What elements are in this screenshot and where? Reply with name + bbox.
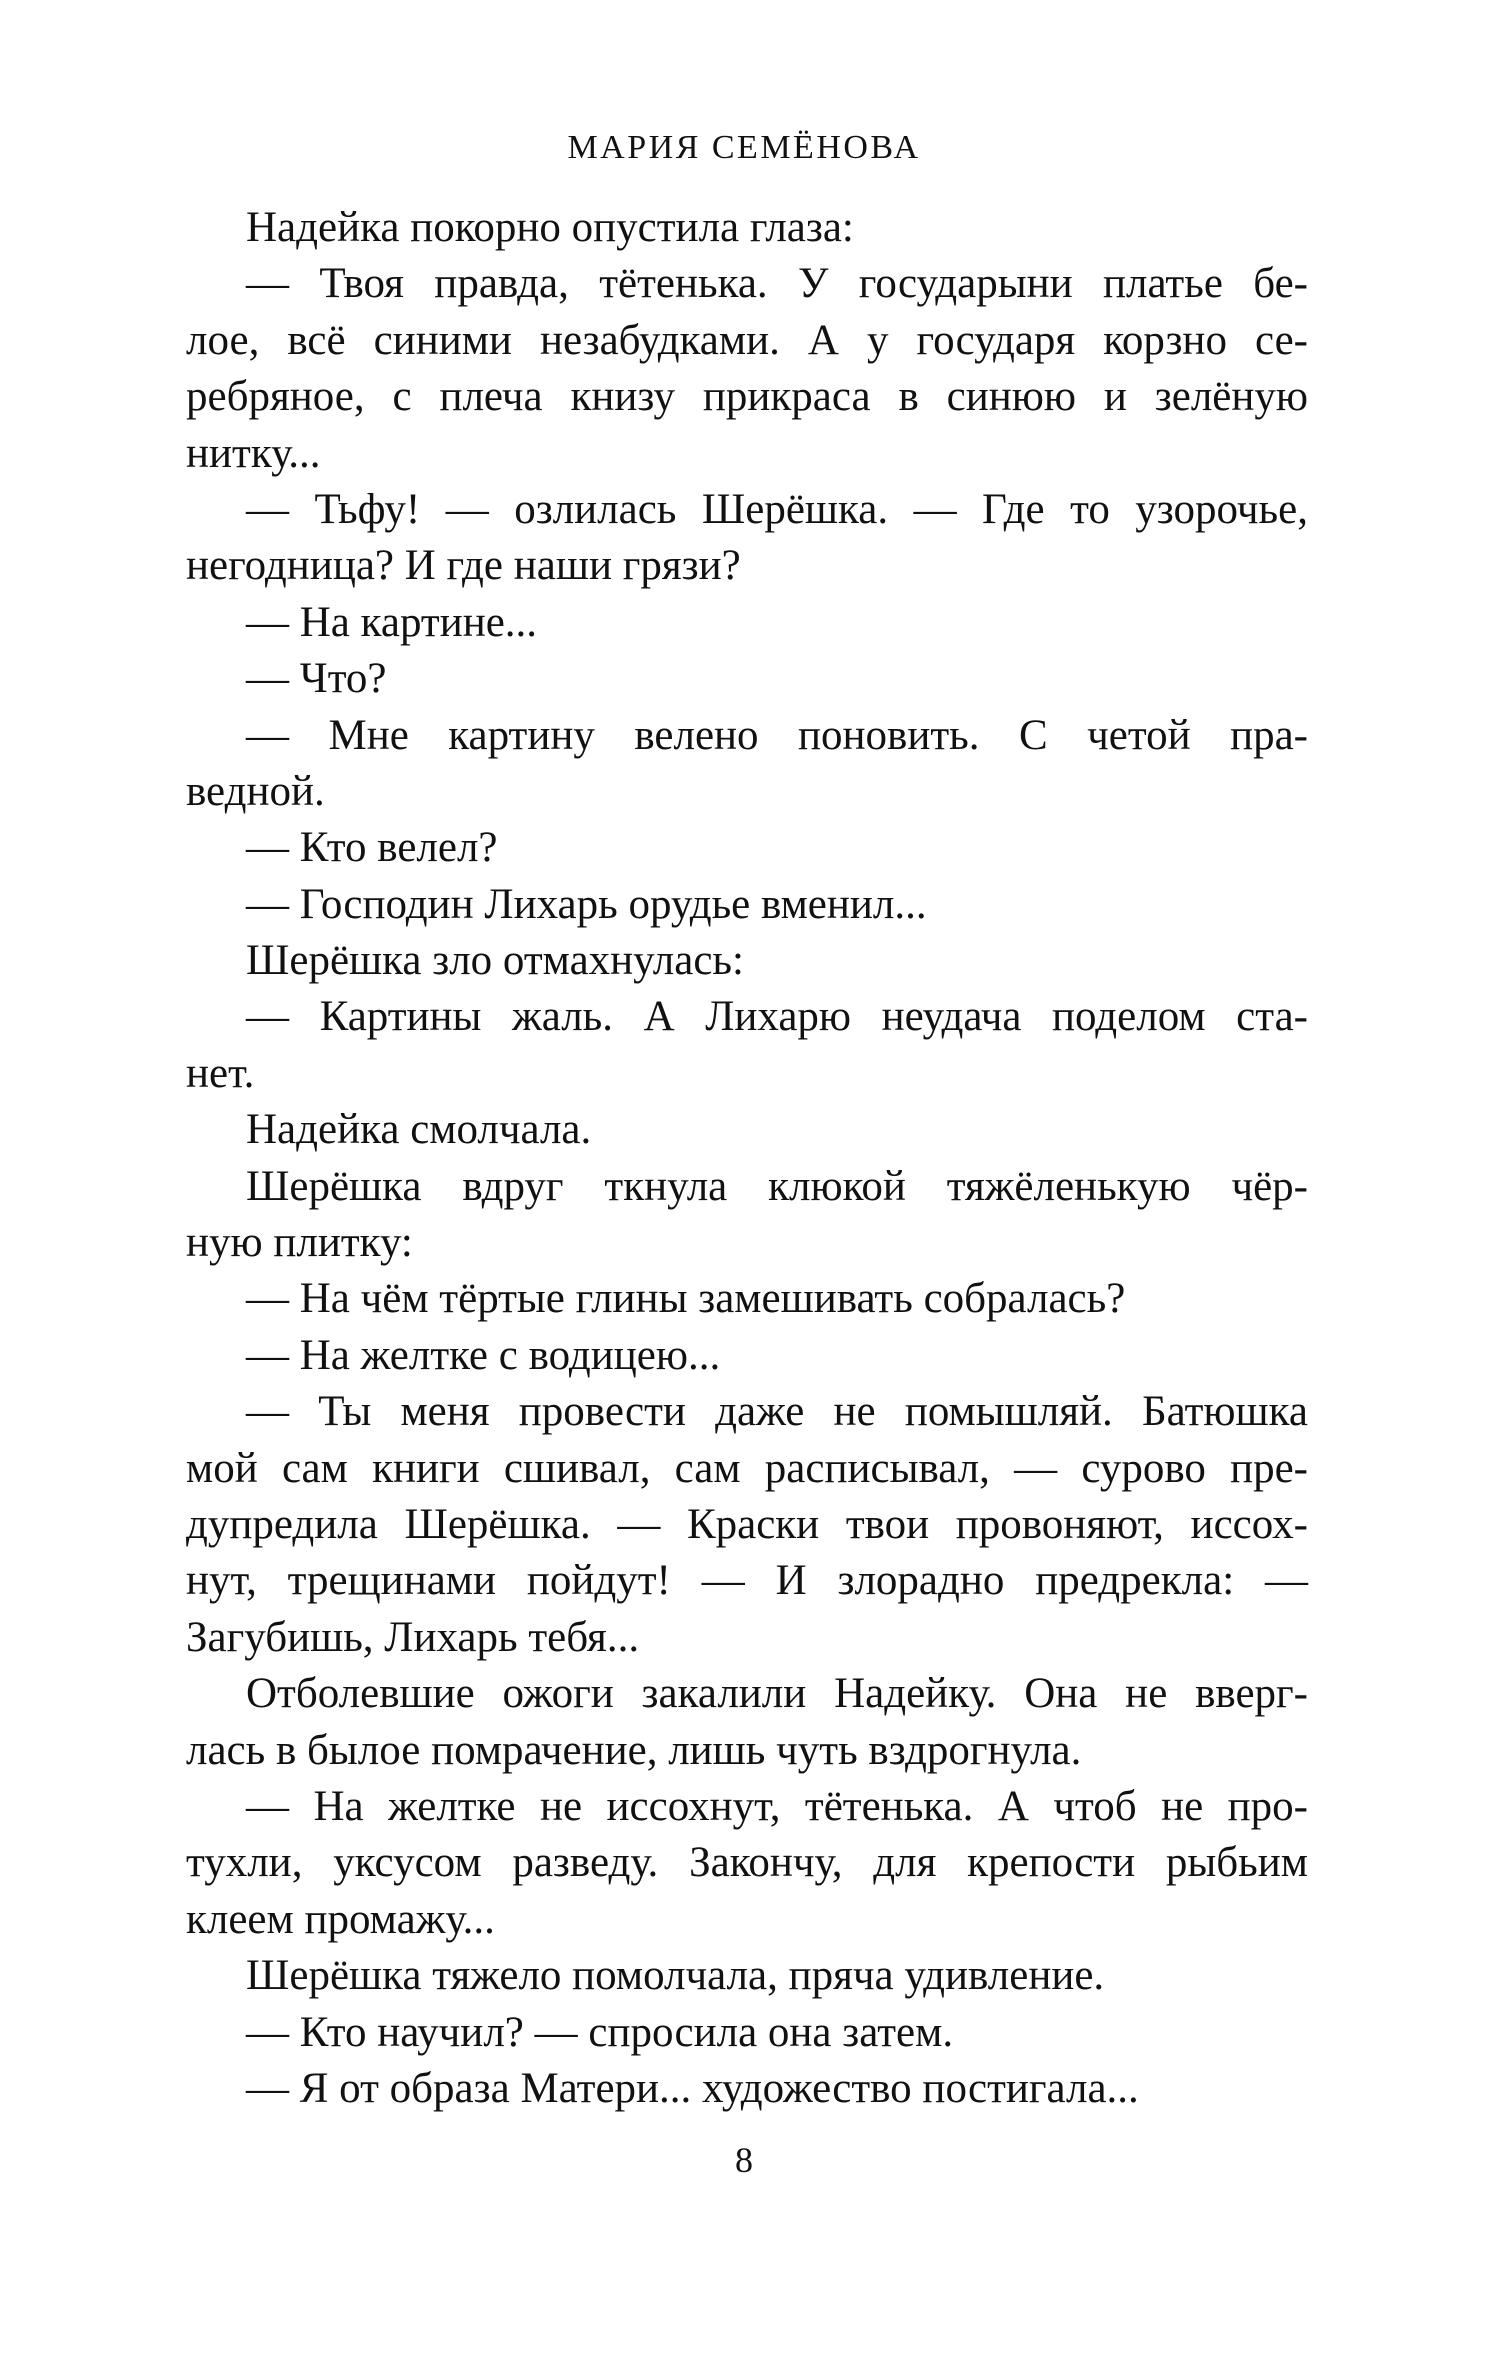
text-line: нитку...	[186, 429, 321, 477]
text-line: — На желтке с водицею...	[246, 1331, 721, 1379]
text-line: — Тьфу! — озлилась Шерёшка. — Где то узорочье,	[246, 485, 1308, 533]
text-line: — Я от образа Матери... художество постигала...	[246, 2064, 1139, 2112]
text-line: Шерёшка тяжело помолчала, пряча удивление.	[246, 1952, 1105, 2000]
text-line: — Картины жаль. А Лихарю неудача поделом ста-	[246, 993, 1308, 1041]
text-line: негодница? И где наши грязи?	[186, 542, 741, 590]
text-line: — Ты меня провести даже не помышляй. Батюшка	[246, 1388, 1308, 1436]
text-line: Шерёшка зло отмахнулась:	[246, 937, 744, 985]
text-line: Отболевшие ожоги закалили Надейку. Она не вверг-	[246, 1670, 1308, 1718]
text-line: ведной.	[186, 767, 325, 815]
text-line: дупредила Шерёшка. — Краски твои провоняют, иссох-	[186, 1500, 1308, 1548]
text-line: — Твоя правда, тётенька. У государыни платье бе-	[246, 260, 1308, 308]
text-line: тухли, уксусом разведу. Закончу, для крепости рыбьим	[186, 1839, 1308, 1887]
text-line: — Кто велел?	[246, 824, 498, 872]
text-line: — На желтке не иссохнут, тётенька. А чтоб не про-	[246, 1782, 1308, 1830]
text-line: — На картине...	[246, 598, 538, 646]
text-line: клеем промажу...	[186, 1895, 495, 1943]
text-line: Надейка покорно опустила глаза:	[246, 204, 854, 251]
text-line: ребряное, с плеча книзу прикраса в синюю и зелёную	[186, 373, 1308, 421]
text-line: ную плитку:	[186, 1219, 413, 1267]
text-line: — На чём тёртые глины замешивать собралась?	[246, 1275, 1126, 1323]
text-line: — Что?	[246, 655, 387, 703]
text-line: — Господин Лихарь орудье вменил...	[246, 880, 927, 928]
text-line: нут, трещинами пойдут! — И злорадно предрекла: —	[186, 1557, 1308, 1605]
body-text	[186, 200, 1308, 2117]
text-line: нет.	[186, 1049, 255, 1097]
text-line: Надейка смолчала.	[246, 1106, 592, 1154]
text-line: — Кто научил? — спросила она затем.	[246, 2008, 954, 2056]
text-line: Шерёшка вдруг ткнула клюкой тяжёленькую чёр-	[246, 1162, 1308, 1210]
text-line: лась в былое помрачение, лишь чуть вздрогнула.	[186, 1726, 1082, 1774]
page-number: 8	[735, 2140, 753, 2180]
running-head: МАРИЯ СЕМЁНОВА	[567, 129, 921, 166]
text-line: лое, всё синими незабудками. А у государя корзно се-	[186, 316, 1308, 364]
text-line: — Мне картину велено поновить. С четой пра-	[246, 711, 1308, 759]
text-line: мой сам книги сшивал, сам расписывал, — сурово пре-	[186, 1444, 1308, 1492]
text-line: Загубишь, Лихарь тебя...	[186, 1613, 640, 1661]
